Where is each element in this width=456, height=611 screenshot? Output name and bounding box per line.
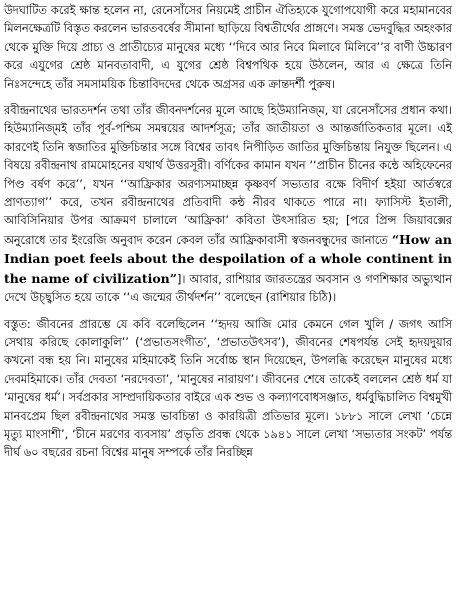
paragraph-1-segment-1: উদঘাটিত করেই ক্ষান্ত হলেন না, রেনেসাঁসের নিয়মেই প্রাচীন ঐতিহ্যকে যুগোপযোগী করে মহামানবের মিলনক্ষেত্রটি বিস্তৃত করলেন ভারতবর্ষের সীমানা ছাড়িয়ে বিশ্বতীর্থের প্রাঙ্গণে। সমস্ত ভেদবুদ্ধির অহংকার থেকে মুক্তি দিয়ে প্রাচ্য ও প্রাতীচ্যের মানুষের মধ্যে ‘‘দিবে আর নিবে মিলাবে মিলিবে’’র বাণী উচ্চারণ করে এযুগের শ্রেষ্ঠ মানবতাবাদী, এ যুগের শ্রেষ্ঠ বিশ্বপথিক হয়ে উঠলেন, আর এ ক্ষেত্রে তিনি নিঃসন্দেহে তাঁর সমসাময়িক চিন্তাবিদদের থেকে অগ্রসর এক ক্রান্তদর্শী পুরুষ। — [4, 4, 452, 91]
paragraph-3-text — [4, 316, 452, 463]
paragraph-1-text — [4, 2, 452, 94]
paragraph-3 — [4, 316, 452, 463]
paragraph-3-segment-1: বস্তুত: জীবনের প্রারম্ভে যে কবি বলেছিলেন ‘‘হৃদয় আজি মোর কেমনে গেল খুলি / জগৎ আসি সেথায় করিছে কোলাকুলি’’ (‘প্রভাতসংগীত’, ‘প্রভাতউৎসব’), জীবনের শেষপর্যন্ত সেই হৃদয়দুয়ার কখনো বন্ধ হয় নি। মানুষের মহিমাকেই তিনি সর্বোচ্চ স্থান দিয়েছেন, উপলব্ধি করেছেন মানুষের মধ্যে দেবমহিমাকে। তাঁর দেবতা ‘নরদেবতা’, ‘মানুষের নারায়ণ’। জীবনের শেষে তাকেই বললেন শ্রেষ্ঠ ধর্ম যা ‘মানুষের ধর্ম’। সর্বপ্রকার সাম্প্রদায়িকতার বাইরে এক শুভ ও কল্যাণবোধসঞ্জাত, ধর্মবুদ্ধিচালিত বিশ্বমুখী মানবপ্রেম ছিল রবীন্দ্রনাথের সমস্ত ভাবচিন্তা ও কারয়িত্রী প্রতিভার মূলে। ১৮৮১ সালে লেখা ‘চেন্নে মৃত্যু মাংসাশী’, ‘চীনে মরণের ব্যবসায়’ প্রভৃতি প্রবন্ধ থেকে ১৯৪১ সালে লেখা ‘সভ্যতার সংকট’ পর্যন্ত দীর্ঘ ৬০ বছরের রচনা বিশ্বের মানুষ সম্পর্কে তাঁর নিরচ্ছিন্ন — [4, 317, 452, 460]
paragraph-2-segment-1: রবীন্দ্রনাথের ভারতদর্শন তথা তাঁর জীবনদর্শনের মূলে আছে হিউম্যানিজ্‌ম, যা রেনেসাঁসের প্রধান কথা। হিউম্যানিজ্‌মই তাঁর পূর্ব-পশ্চিম সমন্বয়ের আদর্শসূত্র; তাঁর জাতীয়তা ও আন্তর্জাতিকতার মূলে। এই কারণেই তিনি স্বজাতির মুক্তিচিন্তার সঙ্গে বিশ্বের তাবৎ নিপীড়িত জাতির মুক্তিচিন্তায় নিযুক্ত ছিলেন। এ বিষয়ে রবীন্দ্রনাথ রামমোহনের যথার্থ উত্তরসূরী। বর্ণিকের কামান যখন ‘‘প্রাচীন চীনের কন্ঠে অহিফেনের পিণ্ড বর্ষণ করে’’, যখন ‘‘আফ্রিকার অরণ্যসমাচ্ছন্ন কৃষ্ণবর্ণ সভ্যতার বক্ষে বিদীর্ণ হইয়া আর্তস্বরে প্রাণত্যাগ’’ করে, তখন রবীন্দ্রনাথের প্রতিবাদী কন্ঠ নীরব থাকতে পারে না। ফ্যাসিস্ট ইতালী, আবিসিনিয়ার উপর আক্রমণ চালালে ‘আফ্রিকা’ কবিতা উৎসারিত হয়; [পরে প্রিন্স জিয়াবক্সের অনুরোধে তার ইংরেজি অনুবাদ করেন কেবল তাঁর আফ্রিকাবাসী স্বজনবন্ধুদের জানাতে — [4, 104, 452, 247]
paragraph-1 — [4, 2, 452, 94]
english-quotation: “How an Indian poet feels about the despoilation of a whole continent in the name of civilization” — [4, 231, 452, 286]
paragraph-2 — [4, 102, 452, 307]
paragraph-2-segment-3: ]। আবার, রাশিয়ার জারতন্ত্রের অবসান ও গণশিক্ষার অভ্যুত্থান দেখে উচ্ছ্বসিত হয়ে তাকে ‘‘এ জন্মের তীর্থদর্শন’’ বলেছেন (রাশিয়ার চিঠি)। — [4, 272, 453, 305]
paragraph-2-text — [4, 102, 452, 307]
